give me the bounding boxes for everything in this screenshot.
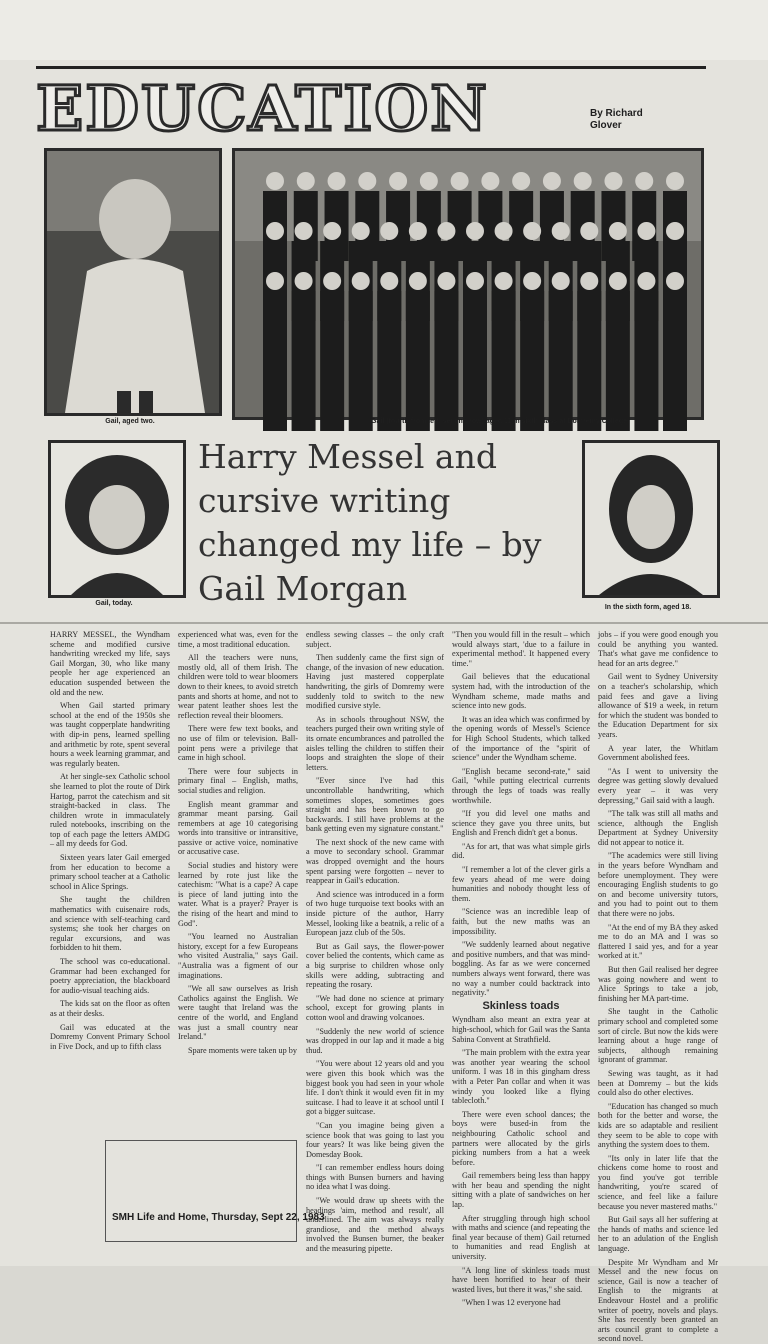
student-figure-body — [663, 291, 687, 431]
student-figure-head — [352, 222, 370, 240]
student-figure-body — [520, 291, 544, 431]
paragraph: Sewing was taught, as it had been at Domremy – but the kids could also do other electives. — [598, 1068, 718, 1098]
student-figure-head — [637, 272, 655, 290]
paragraph: "I remember a lot of the clever girls a few years ahead of me were doing humanities and nobody thought less of them. — [452, 865, 590, 903]
paragraph: Social studies and history were learned by rote just like the catechism: "What is a cape? A cape is piece of land jutting into the water. What is a prayer? Prayer is the rising of the heart and mind to God". — [178, 861, 298, 928]
student-figure-head — [466, 272, 484, 290]
paragraph: Spare moments were taken up by — [188, 1045, 297, 1055]
student-figure-head — [266, 222, 284, 240]
student-figure-body — [634, 291, 658, 431]
student-figure-head — [481, 172, 499, 190]
paragraph: "English became second-rate," said Gail, "while putting electrical currents through the legs of toads was really worthwhile. — [452, 766, 590, 805]
paragraph: "The main problem with the extra year was another year wearing the school uniform. I was 18 in this gingham dress with a Peter Pan collar and when it was windy you looked like a flying tablecloth." — [452, 1048, 590, 1106]
paragraph: jobs – if you were good enough you could be anything you wanted. That's what gave me confidence to head for an arts degree." — [598, 630, 718, 668]
paragraph: "Ever since I've had this uncontrollable handwriting, which sometimes slopes, sometimes goes straight and has been known to go backwards. I still have problems at the bank getting even my signature constant." — [306, 776, 444, 834]
paragraph: There were four subjects in primary final – English, maths, social studies and religion. — [178, 766, 298, 795]
student-figure-head — [420, 172, 438, 190]
paragraph: When Gail started primary school at the end of the 1950s she was taught copperplate handwriting with dip-in pens, learned spelling and arithmetic by rote, spent several hours a week learning grammar, and was regularly beaten. — [50, 701, 170, 768]
paragraph: "The talk was still all maths and science, although the English Department at Sydney University did not appear to notice it. — [598, 809, 718, 847]
paragraph: "At the end of my BA they asked me to do an MA and I was so flattered I said yes, and for a year worked at it." — [598, 922, 718, 961]
student-figure-head — [609, 272, 627, 290]
article-column-4 — [452, 630, 591, 1308]
paragraph: The next shock of the new came with a move to secondary school. Grammar was dropped overnight and the hours spent parsing were forgotten – never to reappear in Gail's education. — [306, 837, 444, 886]
paragraph: She taught the children mathematics with cuisenaire rods, and science with self-teaching card systems; she took her charges on regular excursions, and was forbidden to hit them. — [50, 895, 170, 953]
paragraph: "Its only in later life that the chickens come home to roost and you find you've got terrible handwriting, you're scared of science, and feel like a failure because you never mastered maths." — [598, 1153, 718, 1211]
paragraph: "Suddenly the new world of science was dropped in our lap and it made a big thud. — [306, 1026, 444, 1055]
student-figure-body — [606, 291, 630, 431]
student-figure-head — [437, 222, 455, 240]
student-figure-head — [666, 272, 684, 290]
byline: By Richard Glover — [590, 108, 643, 131]
student-figure-body — [263, 291, 287, 431]
caption-today: Gail, today. — [95, 600, 133, 607]
paragraph: "As for art, that was what simple girls did. — [452, 841, 590, 861]
paragraph: Despite Mr Wyndham and Mr Messel and the new focus on science, Gail is now a teacher of English to the migrants at Endeavour Hostel and a prolific writer of poetry, novels and plays. She has recently been granted an arts council grant to complete a second novel. — [598, 1257, 718, 1344]
paragraph: A year later, the Whitlam Government abolished fees. — [598, 743, 718, 763]
caption-sixth-form: In the sixth form, aged 18. — [604, 604, 692, 611]
student-figure-head — [380, 272, 398, 290]
student-figure-head — [451, 172, 469, 190]
student-figure-head — [409, 222, 427, 240]
paragraph: She taught in the Catholic primary school and completed some sort of circle. But now the kids were learning about a huge range of subjects, although remaining ignorant of grammar. — [598, 1007, 718, 1065]
student-figure-head — [580, 222, 598, 240]
student-figure-body — [434, 291, 458, 431]
paragraph: "Education has changed so much both for the better and worse, the kids are so adaptable and resilient they seem to be able to cope with anything the system does to them. — [598, 1101, 718, 1150]
paragraph: experienced what was, even for the time, a most traditional education. — [178, 630, 298, 649]
headline: Harry Messel and cursive writing changed my life – by Gail Morgan — [198, 437, 542, 608]
student-figure-body — [406, 291, 430, 431]
article-column-1 — [50, 630, 170, 1130]
student-figure-body — [349, 291, 373, 431]
photo-gail-aged-two — [44, 148, 222, 416]
student-figure-body — [320, 291, 344, 431]
paragraph: The school was co-educational. Grammar had been exchanged for poetry appreciation, the blackboard for audio-visual teaching aids. — [50, 957, 170, 995]
student-figure-head — [523, 272, 541, 290]
student-figure-head — [635, 172, 653, 190]
student-figure-head — [266, 172, 284, 190]
student-figure-head — [574, 172, 592, 190]
paragraph: "We had done no science at primary school, except for growing plants in cotton wool and drawing volcanoes. — [306, 993, 444, 1022]
photo-class — [232, 148, 704, 420]
paragraph: After struggling through high school with maths and science (and repeating the final year because of them) Gail returned to humanities and read English at university. — [452, 1213, 590, 1262]
paragraph: Then suddenly came the first sign of change, of the invasion of new education. Having just mastered copperplate handwriting, the girls of Domremy were suddenly told to switch to the new modified cursive style. — [306, 653, 444, 711]
student-figure-head — [666, 222, 684, 240]
paragraph: "You learned no Australian history, except for a few Europeans who visited Australia," says Gail. "Australia was a figment of our imaginations. — [178, 932, 298, 980]
paragraph: "A long line of skinless toads must have been horrified to hear of their wasted lives, but there it was," she said. — [452, 1265, 590, 1294]
paragraph: "We all saw ourselves as Irish Catholics against the English. We were taught that Ireland was the centre of the world, and England was just a small country near Ireland." — [178, 984, 298, 1042]
article-column-5 — [598, 630, 718, 1344]
student-figure-head — [295, 222, 313, 240]
masthead-rule — [36, 66, 706, 69]
student-figure-head — [523, 222, 541, 240]
student-figure-head — [552, 272, 570, 290]
paragraph: "Science was an incredible leap of faith, but the new maths was an impossibility. — [452, 907, 590, 936]
paragraph: "Then you would fill in the result – which would always start, 'due to a failure in experimental method'. It happened every time." — [452, 630, 590, 668]
student-figure-head — [328, 172, 346, 190]
student-figure-head — [295, 272, 313, 290]
caption-class-photo: Gail (fourth from left, second row) aged 11 in sixth class at Domremy College. — [371, 418, 629, 425]
student-figure-head — [380, 222, 398, 240]
paragraph: Gail remembers being less than happy with her beau and spending the night sitting with a plate of sandwiches on her lap. — [452, 1171, 590, 1210]
student-figure-head — [297, 172, 315, 190]
paragraph: Wyndham also meant an extra year at high-school, which for Gail was the Santa Sabina Convent at Strathfield. — [452, 1015, 590, 1044]
paragraph: Gail went to Sydney University on a teacher's scholarship, which paid fees and gave a living allowance of $19 a week, in return for which the student was bonded to the Education Department for six years. — [598, 672, 718, 739]
paragraph: Gail was educated at the Domremy Convent Primary School in Five Dock, and up to fifth class — [50, 1022, 170, 1051]
student-figure-head — [580, 272, 598, 290]
student-figure-head — [466, 222, 484, 240]
student-figure-head — [609, 222, 627, 240]
student-figure-head — [495, 272, 513, 290]
paragraph: "We would draw up sheets with the headings 'aim, method and result', all underlined. The aim was always really grandiose, and the method always involved the Bunsen burner, the beaker and the measuring pipette. — [306, 1196, 444, 1254]
paragraph: Gail believes that the educational system had, with the introduction of the Wyndham scheme, made maths and science into new gods. — [452, 672, 590, 711]
top-margin — [0, 0, 768, 60]
student-figure-head — [552, 222, 570, 240]
paragraph: "You were about 12 years old and you were given this book which was the biggest book you had seen in your whole life. I don't think it would even fit in my suitcase. I had to leave it at school until I got a bigger suitcase. — [306, 1059, 444, 1117]
portrait-sixth-form-illustration — [585, 443, 717, 595]
student-figure-head — [323, 272, 341, 290]
paragraph: At her single-sex Catholic school she learned to plot the route of Dirk Hartog, parrot the catechism and sit straight-backed in class. The children wrote in immaculately ruled notebooks, inscribing on the top of each page the letters AMDG – all my deeds for God. — [50, 772, 170, 849]
paragraph: And science was introduced in a form of two huge turquoise text books with an inside picture of the author, Harry Messel, looking like a beatnik, a relic of a European jazz club of the 50s. — [306, 889, 444, 938]
dateline-box — [105, 1140, 297, 1242]
paragraph: "The academics were still living in the years before Wyndham and before unemployment. They were encouraging English students to go on and become university tutors, and you had to point out to them that there were no jobs. — [598, 851, 718, 919]
student-figure-head — [437, 272, 455, 290]
paragraph: But then Gail realised her degree was going nowhere and went to Alice Springs to take a job, finishing her MA part-time. — [598, 965, 718, 1003]
caption-age-two: Gail, aged two. — [105, 418, 155, 425]
student-figure-head — [637, 222, 655, 240]
fold-line — [0, 622, 768, 624]
class-photo-illustration — [235, 151, 701, 417]
student-figure-body — [463, 291, 487, 431]
paragraph: But as Gail says, the flower-power cover belied the contents, which came as a big surprise to children whose only skills were adding, subtracting and repeating the rosary. — [306, 941, 444, 990]
student-figure-body — [549, 291, 573, 431]
student-figure-body — [577, 291, 601, 431]
student-figure-head — [352, 272, 370, 290]
paragraph: All the teachers were nuns, mostly old, all of them Irish. The children were told to wear bloomers down to their knees, to avoid stretch pants and shorts at home, and not to wear patent leather shoes lest the reflection reveal their bloomers. — [178, 653, 298, 720]
paragraph: As in schools throughout NSW, the teachers purged their own writing style of its ornate encumbrances and patrolled the aisles telling the children to stiffen their loops and straighten the slope of their letters. — [306, 714, 444, 772]
paragraph: endless sewing classes – the only craft subject. — [306, 630, 444, 649]
portrait-today-illustration — [51, 443, 183, 595]
paragraph: Sixteen years later Gail emerged from her education to become a primary school teacher at a Catholic school in Alice Springs. — [50, 853, 170, 891]
student-figure-head — [266, 272, 284, 290]
section-title: EDUCATION — [36, 72, 489, 145]
student-figure-head — [512, 172, 530, 190]
child-photo-illustration — [47, 151, 219, 413]
dateline: SMH Life and Home, Thursday, Sept 22, 1983 — [112, 1212, 325, 1223]
student-figure-body — [292, 291, 316, 431]
student-figure-head — [389, 172, 407, 190]
paragraph: It was an idea which was confirmed by the opening words of Messel's Science for High School Students, which talked of the importance of the "spirit of science" under the Wyndham scheme. — [452, 714, 591, 763]
paragraph: "I can remember endless hours doing things with Bunsen burners and having no idea what I was doing. — [306, 1163, 444, 1192]
paragraph: But Gail says all her suffering at the hands of maths and science led her to an adulation of the English language. — [598, 1215, 718, 1254]
paragraph: "We suddenly learned about negative and positive numbers, and that was mind-boggling. As far as we were concerned numbers always went forward, there was no way a number could backtrack into negativity." — [452, 940, 590, 998]
student-figure-body — [377, 291, 401, 431]
student-figure-body — [492, 291, 516, 431]
student-figure-head — [543, 172, 561, 190]
paragraph: HARRY MESSEL, the Wyndham scheme and modified cursive handwriting wrecked my life, says Gail Morgan, 30, who like many people her age experienced an education suspended between the old and the new. — [50, 630, 170, 697]
paragraph: There were few text books, and no use of film or television. Ball-point pens were a privilege that came in high school. — [178, 724, 298, 763]
paragraph: "Can you imagine being given a science book that was going to last you four years? It was like being given the Domesday Book. — [306, 1120, 444, 1159]
student-figure-head — [666, 172, 684, 190]
photo-sixth-form — [582, 440, 720, 598]
paragraph: The kids sat on the floor as often as at their desks. — [50, 999, 170, 1018]
student-figure-head — [358, 172, 376, 190]
article-column-2 — [178, 630, 298, 1130]
paragraph: "As I went to university the degree was getting slowly devalued every year – it was very depressing," Gail said with a laugh. — [598, 766, 718, 805]
student-figure-head — [604, 172, 622, 190]
student-figure-head — [323, 222, 341, 240]
subhead: Skinless toads — [482, 999, 560, 1012]
student-figure-head — [495, 222, 513, 240]
student-figure-head — [409, 272, 427, 290]
paragraph: "If you did level one maths and science they gave you three units, but English and French didn't get a bonus. — [452, 809, 590, 838]
photo-gail-today — [48, 440, 186, 598]
paragraph: English meant grammar and grammar meant parsing. Gail remembers at age 10 categorising words into transitive or intransitive, passive or active voice, nominative or accusative case. — [178, 799, 298, 857]
paragraph: "When I was 12 everyone had — [462, 1298, 561, 1308]
paragraph: There were even school dances; the boys were bused-in from the neighbouring Catholic school and partners were allocated by the girls picking numbers from a hat a week before. — [452, 1109, 590, 1167]
article-column-3 — [306, 630, 444, 1262]
